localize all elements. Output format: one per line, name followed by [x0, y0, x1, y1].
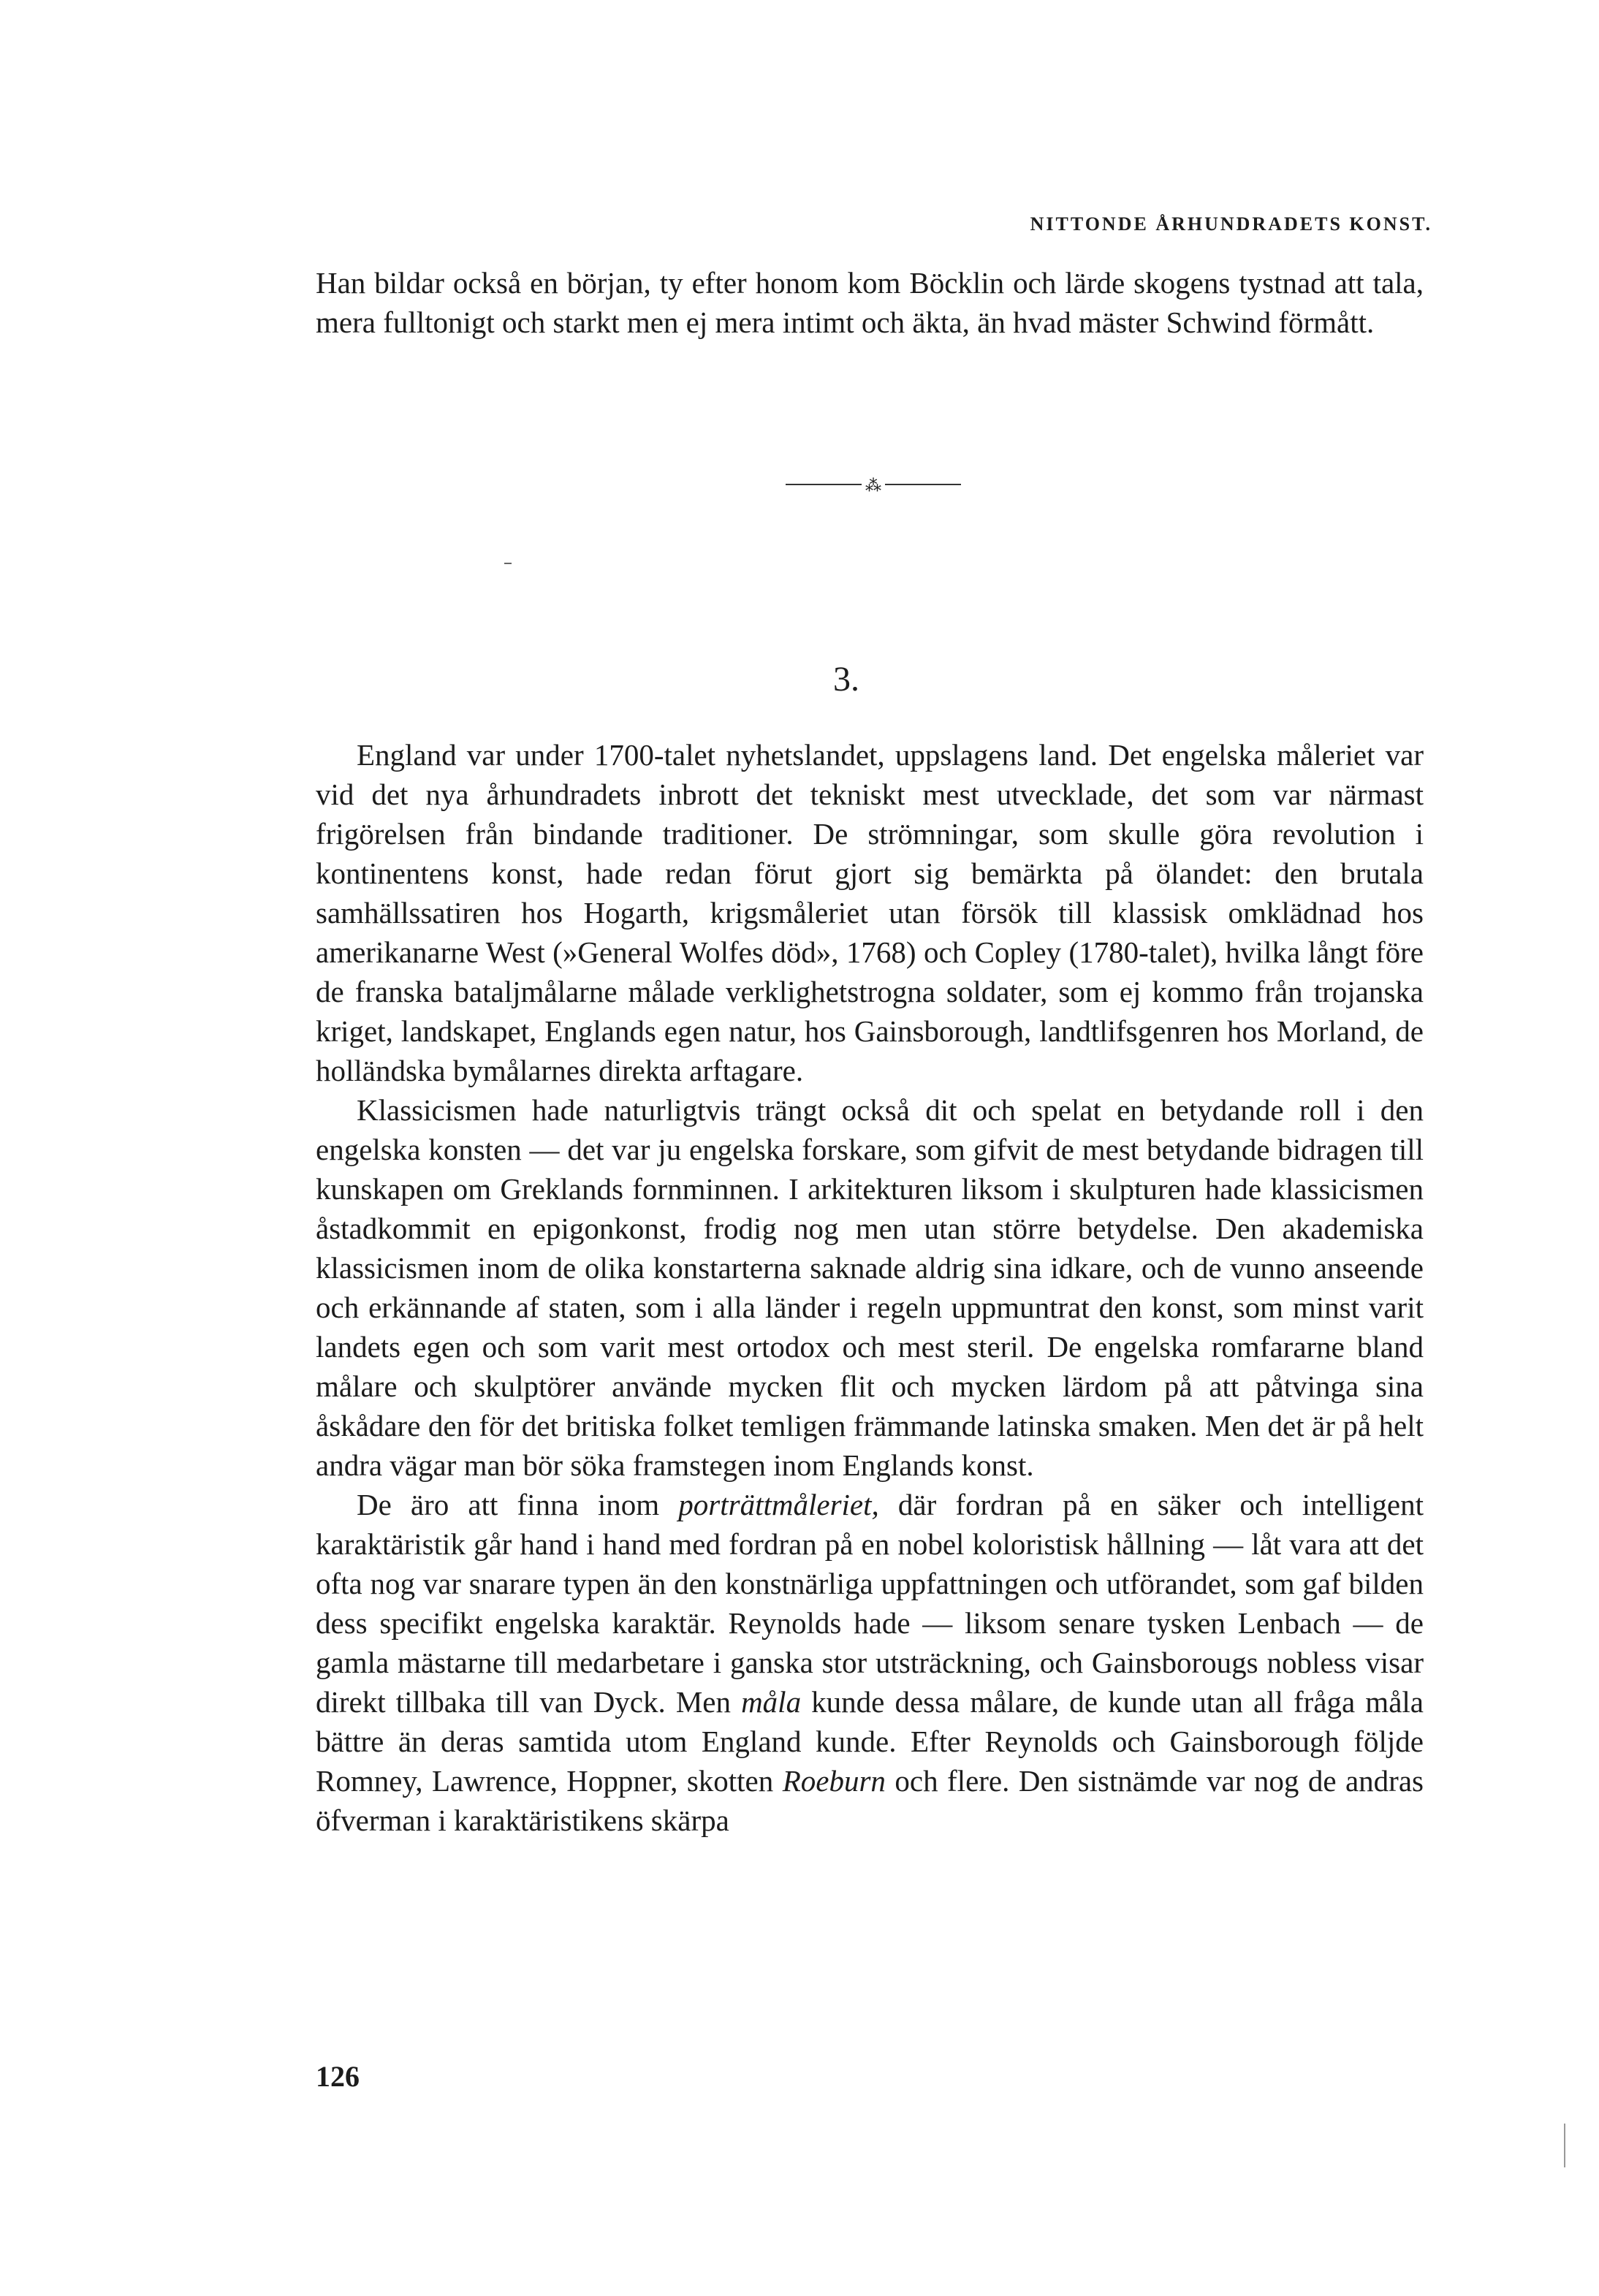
section-divider [786, 475, 961, 504]
paragraph-3-italic-portrattmaleriet: porträttmåleriet, [678, 1488, 879, 1521]
section-number: 3. [833, 660, 859, 699]
paragraph-2: Klassicismen hade naturligtvis trängt också dit och spelat en betydande roll i den engelska konsten — det var ju engelska forskare, som gifvit de mest betydande bidragen till kunskapen om Greklands fornminnen. I arkitekturen liksom i skulpturen hade klassicismen åstadkommit en epigonkonst, frodig nog men utan större betydelse. Den akademiska klassicismen inom de olika konstarterna saknade aldrig sina idkare, och de vunno anseende och erkännande af staten, som i alla länder i regeln uppmuntrat den konst, som minst varit landets egen och som varit mest ortodox och mest steril. De engelska romfararne bland målare och skulptörer använde mycken flit och mycken lärdom på att påtvinga sina åskådare den för det britiska folket temligen främmande latinska smaken. Men det är på helt andra vägar man bör söka framstegen inom Englands konst. [316, 1093, 1424, 1482]
running-head: NITTONDE ÅRHUNDRADETS KONST. [1030, 213, 1432, 235]
paragraph-1: England var under 1700-talet nyhetslandet, uppslagens land. Det engelska måleriet var vid det nya århundradets inbrott det tekniskt mest utvecklade, det som var närmast frigörelsen från bindande traditioner. De strömningar, som skulle göra revolution i kontinentens konst, hade redan förut gjort sig bemärkta på ölandet: den brutala samhällssatiren hos Hogarth, krigsmåleriet utan försök till klassisk omklädnad hos amerikanarne West (»General Wolfes död», 1768) och Copley (1780-talet), hvilka långt före de franska bataljmålarne målade verklighetstrogna soldater, som ej kommo från trojanska kriget, landskapet, Englands egen natur, hos Gainsborough, landtlifsgenren hos Morland, de holländska bymålarnes direkta arftagare. [316, 738, 1424, 1087]
intro-paragraph: Han bildar också en början, ty efter honom kom Böcklin och lärde skogens tystnad att tala, mera fulltonigt och starkt men ej mera intimt och äkta, än hvad mäster Schwind förmått. [316, 266, 1424, 339]
paragraph-3-text-3: kunde dessa målare, de kunde utan all fråga måla bättre än deras samtida utom England kunde. Efter Reynolds och Gainsborough följde Romney, Lawrence, Hoppner, skotten [316, 1685, 1424, 1798]
paragraph-3-text-4: och flere. Den sistnämde var nog de andras öfverman i karaktäristikens skärpa [316, 1764, 1424, 1837]
asterism-icon: ⁂ [862, 478, 885, 494]
paragraph-3-text-2: där fordran på en säker och intelligent karaktäristik går hand i hand med fordran på en nobel koloristisk hållning — låt vara att det ofta nog var snarare typen än den konstnärliga uppfattningen och utförandet, som gaf bilden dess specifikt engelska karaktär. Reynolds hade — liksom senare tysken Lenbach — de gamla mästarne till medarbetare i ganska stor utsträckning, och Gainsborougs nobless visar direkt tillbaka till van Dyck. Men [316, 1488, 1424, 1719]
intro-text-block [316, 263, 1424, 342]
main-text-block [316, 735, 1424, 1840]
paragraph-3-italic-roeburn: Roeburn [782, 1764, 886, 1798]
paragraph-3-italic-mala: måla [741, 1685, 802, 1719]
scan-edge-mark [1564, 2124, 1565, 2167]
paragraph-3-text-1: De äro att finna inom [357, 1488, 679, 1521]
stray-mark [504, 563, 512, 564]
page-number: 126 [316, 2060, 360, 2093]
paragraph-3 [316, 1485, 1424, 1840]
